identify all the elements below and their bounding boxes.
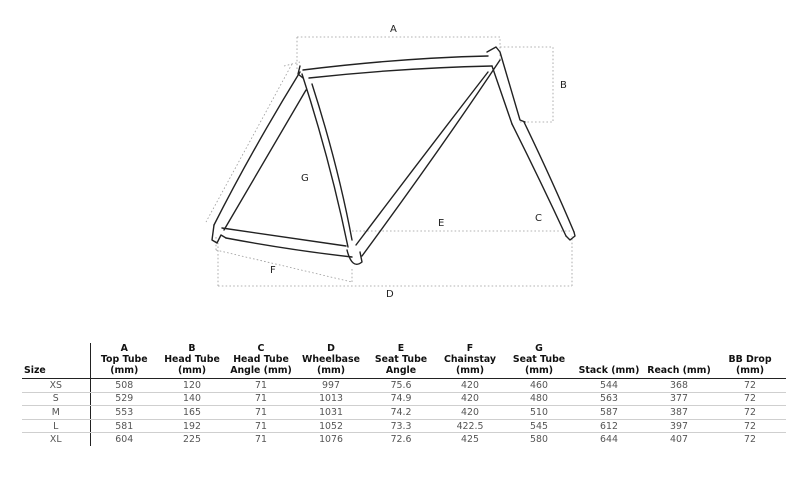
column-header-size: [22, 343, 90, 379]
size-cell: M: [22, 406, 90, 420]
table-cell: 460: [504, 379, 574, 393]
table-cell: 529: [90, 392, 158, 406]
table-cell: 510: [504, 406, 574, 420]
column-header-line: Chainstay: [444, 354, 496, 365]
column-header-line: F: [466, 343, 474, 354]
column-header-line: Seat Tube: [512, 354, 566, 365]
table-cell: 587: [574, 406, 644, 420]
table-cell: 120: [158, 379, 226, 393]
column-header-line: (mm): [316, 365, 346, 376]
dim-label-G: G: [301, 173, 309, 184]
table-cell: 580: [530, 434, 548, 446]
size-cell: S: [22, 392, 90, 406]
table-cell: 420: [436, 392, 504, 406]
column-header-line: Head Tube: [233, 354, 289, 365]
table-cell: 387: [644, 406, 714, 420]
table-cell: 1052: [296, 419, 366, 433]
table-header-row: [22, 343, 786, 379]
table-cell: 612: [574, 419, 644, 433]
column-header-line: (mm): [110, 365, 139, 376]
table-cell: 71: [255, 434, 267, 446]
column-header-line: Head Tube: [164, 354, 220, 365]
dim-label-C: C: [535, 213, 542, 224]
table-cell: 72.6: [390, 434, 412, 446]
column-header-line: (mm): [455, 365, 485, 376]
table-cell: 425: [461, 434, 479, 446]
column-header-line: G: [535, 343, 543, 354]
table-cell: 422.5: [436, 419, 504, 433]
table-cell: 545: [504, 419, 574, 433]
column-header-e: [366, 343, 436, 379]
column-header-reach: [644, 343, 714, 379]
table-cell: 553: [90, 406, 158, 420]
column-header-line: (mm): [177, 365, 207, 376]
table-cell: 74.9: [366, 392, 436, 406]
dim-label-F: F: [270, 265, 276, 276]
table-cell: 72: [714, 379, 786, 393]
table-cell: 74.2: [366, 406, 436, 420]
table-row: [22, 406, 786, 420]
column-header-g: [504, 343, 574, 379]
column-header-line: Wheelbase: [302, 354, 360, 365]
table-row: [22, 419, 786, 433]
column-header-d: [296, 343, 366, 379]
column-header-line: (mm): [524, 365, 554, 376]
column-header-line: B: [188, 343, 196, 354]
table-cell: 581: [90, 419, 158, 433]
table-cell: 420: [436, 379, 504, 393]
table-cell: 72: [744, 434, 756, 446]
table-cell: 563: [574, 392, 644, 406]
column-header-a: [90, 343, 158, 379]
size-cell: XL: [22, 433, 90, 446]
table-cell: 71: [226, 379, 296, 393]
geometry-table: [22, 343, 786, 446]
table-cell: 368: [644, 379, 714, 393]
dim-label-E: E: [438, 218, 445, 229]
column-header-stack: [574, 343, 644, 379]
column-header-f: [436, 343, 504, 379]
table-cell: 1013: [296, 392, 366, 406]
column-header-line: Size: [24, 365, 46, 376]
table-cell: 420: [436, 406, 504, 420]
table-cell: 397: [644, 419, 714, 433]
table-cell: 75.6: [366, 379, 436, 393]
table-cell: 480: [504, 392, 574, 406]
column-header-line: E: [397, 343, 405, 354]
table-cell: 1076: [319, 434, 343, 446]
table-cell: 72: [714, 419, 786, 433]
column-header-line: D: [327, 343, 335, 354]
table-cell: 165: [158, 406, 226, 420]
size-cell: L: [22, 419, 90, 433]
table-cell: 604: [115, 434, 134, 446]
table-row: [22, 392, 786, 406]
table-cell: 544: [574, 379, 644, 393]
table-cell: 72: [714, 392, 786, 406]
table-row: [22, 379, 786, 393]
column-header-line: Angle: [385, 365, 417, 376]
table-cell: 997: [296, 379, 366, 393]
column-header-line: Top Tube: [100, 354, 148, 365]
column-header-line: C: [257, 343, 265, 354]
size-cell: XS: [22, 379, 90, 393]
table-body: [22, 379, 786, 446]
column-header-line: (mm): [735, 365, 765, 376]
table-cell: 71: [226, 392, 296, 406]
bike-frame-outline: [212, 47, 575, 264]
dim-label-D: D: [386, 289, 394, 300]
table-cell: 407: [670, 434, 688, 446]
dim-label-B: B: [560, 80, 567, 91]
column-header-line: Seat Tube: [374, 354, 428, 365]
dimension-guides: [206, 37, 572, 286]
table-cell: 192: [158, 419, 226, 433]
table-cell: 71: [226, 419, 296, 433]
table-cell: 71: [226, 406, 296, 420]
table-cell: 377: [644, 392, 714, 406]
table-cell: 1031: [296, 406, 366, 420]
table-row: [22, 433, 786, 446]
column-header-line: A: [120, 343, 128, 354]
table-cell: 225: [183, 434, 201, 446]
table-cell: 508: [90, 379, 158, 393]
table-cell: 644: [600, 434, 618, 446]
column-header-bb: [714, 343, 786, 379]
column-header-line: Angle (mm): [230, 365, 292, 376]
table-cell: 72: [714, 406, 786, 420]
table-cell: 73.3: [366, 419, 436, 433]
dim-label-A: A: [390, 24, 397, 35]
column-header-c: [226, 343, 296, 379]
column-header-line: Reach (mm): [647, 365, 711, 376]
table-cell: 140: [158, 392, 226, 406]
column-header-line: BB Drop: [728, 354, 772, 365]
column-header-b: [158, 343, 226, 379]
column-header-line: Stack (mm): [578, 365, 640, 376]
